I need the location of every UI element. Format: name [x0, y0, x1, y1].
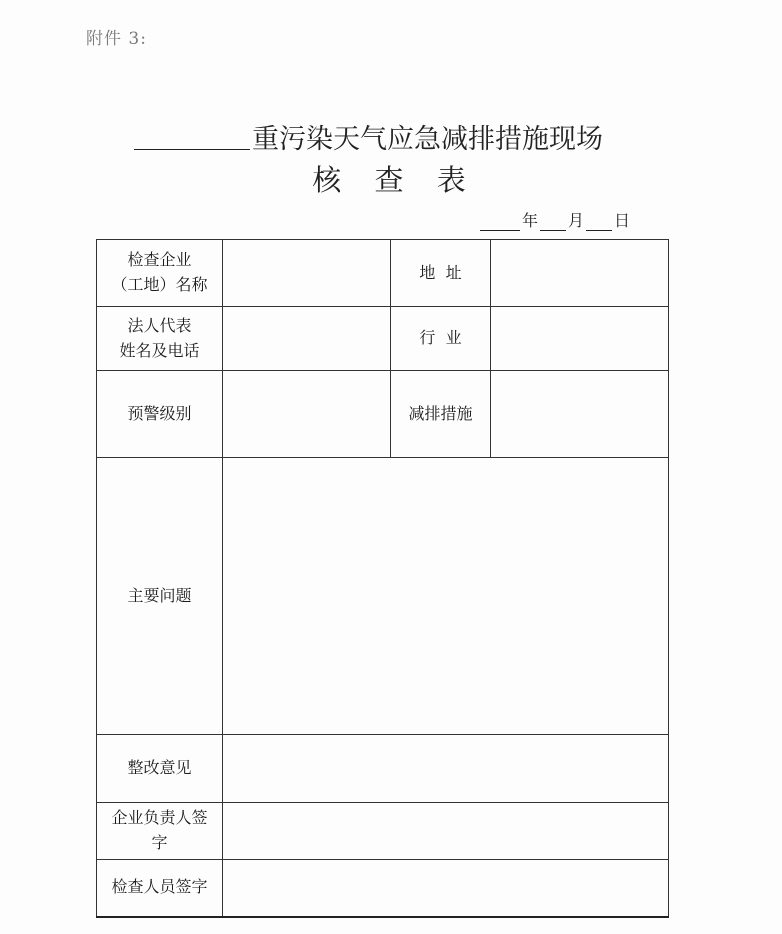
main-issues-label-cell — [97, 458, 223, 735]
reduction-measures-label: 减排措施 — [408, 403, 473, 423]
inspector-signature-field[interactable] — [223, 860, 669, 917]
address-label-cell — [391, 240, 491, 307]
reduction-measures-field[interactable] — [491, 371, 669, 458]
month-unit: 月 — [567, 211, 584, 230]
responsible-signature-label-line1: 企业负责人签 — [111, 808, 208, 828]
main-issues-label: 主要问题 — [127, 585, 192, 605]
rectification-field[interactable] — [223, 735, 669, 803]
responsible-signature-label-cell — [97, 803, 223, 860]
responsible-signature-label-line2: 字 — [151, 833, 168, 852]
table-row — [97, 371, 669, 458]
reduction-measures-label-cell — [391, 371, 491, 458]
main-issues-field[interactable] — [223, 458, 669, 735]
industry-label: 行 业 — [419, 328, 462, 348]
table-row — [97, 803, 669, 860]
day-blank[interactable] — [586, 214, 612, 231]
legal-rep-label-cell — [97, 307, 223, 371]
year-unit: 年 — [521, 211, 538, 230]
company-name-label-line1: 检查企业 — [127, 250, 192, 270]
table-row — [97, 307, 669, 371]
title-region-blank[interactable] — [134, 149, 250, 150]
year-blank[interactable] — [480, 214, 520, 231]
warning-level-label-cell — [97, 371, 223, 458]
inspector-signature-label: 检查人员签字 — [111, 877, 208, 897]
inspection-form-table — [96, 239, 669, 918]
day-unit: 日 — [613, 211, 630, 230]
legal-rep-label-line1: 法人代表 — [127, 315, 192, 335]
title-text: 重污染天气应急减排措施现场 — [252, 124, 603, 155]
responsible-signature-field[interactable] — [223, 803, 669, 860]
address-label: 地 址 — [419, 262, 462, 282]
address-field[interactable] — [491, 240, 669, 307]
company-name-label-line2: （工地）名称 — [111, 275, 208, 294]
legal-rep-field[interactable] — [223, 307, 391, 371]
inspector-signature-label-cell — [97, 860, 223, 917]
warning-level-field[interactable] — [223, 371, 391, 458]
company-name-label-cell — [97, 240, 223, 307]
attachment-label: 附件 3: — [86, 29, 147, 49]
month-blank[interactable] — [540, 214, 566, 231]
table-row — [97, 240, 669, 307]
table-row — [97, 860, 669, 917]
warning-level-label: 预警级别 — [127, 403, 192, 423]
date-row — [480, 208, 632, 231]
table-row — [97, 458, 669, 735]
table-row — [97, 735, 669, 803]
document-title — [134, 116, 654, 156]
rectification-label: 整改意见 — [127, 758, 192, 778]
legal-rep-label-line2: 姓名及电话 — [119, 340, 200, 360]
industry-label-cell — [391, 307, 491, 371]
rectification-label-cell — [97, 735, 223, 803]
company-name-field[interactable] — [223, 240, 391, 307]
industry-field[interactable] — [491, 307, 669, 371]
document-subtitle: 核 查 表 — [312, 163, 478, 197]
